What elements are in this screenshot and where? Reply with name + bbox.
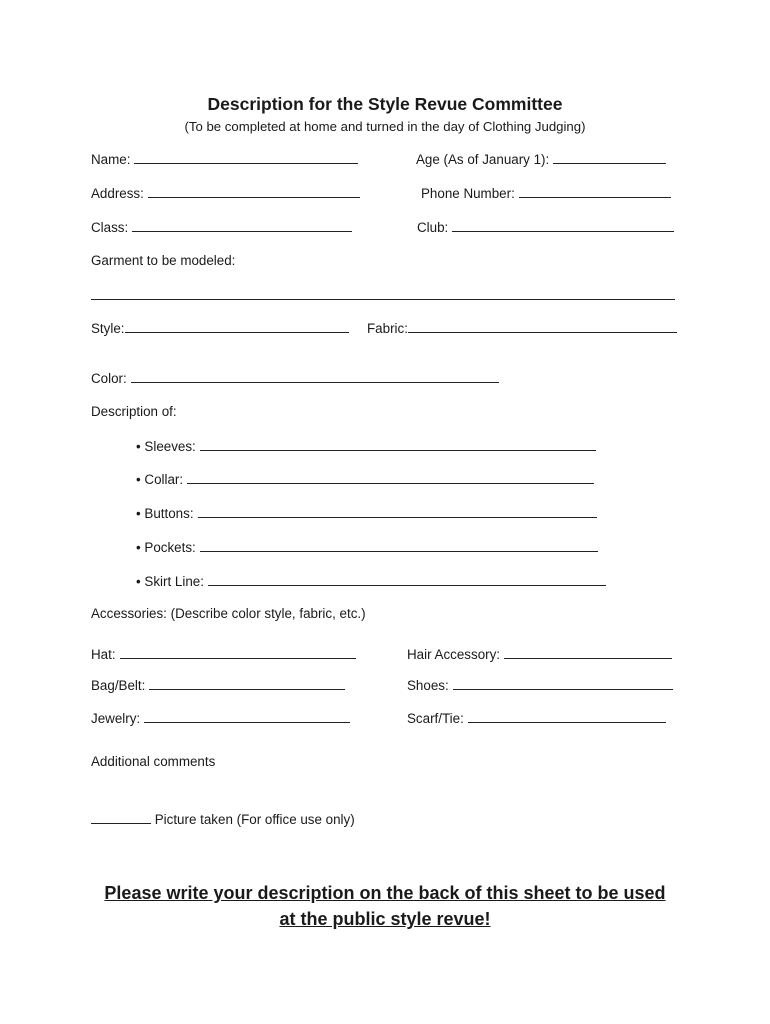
jewelry-field[interactable] — [144, 710, 350, 723]
hair-accessory-row — [407, 646, 672, 663]
page-subtitle: (To be completed at home and turned in the day of Clothing Judging) — [184, 119, 586, 134]
shoes-field[interactable] — [453, 677, 673, 690]
club-label: Club: — [417, 220, 449, 235]
note-line-2: at the public style revue! — [279, 909, 491, 929]
color-label: Color: — [91, 371, 127, 386]
phone-row — [421, 185, 671, 202]
address-row — [91, 185, 360, 202]
garment-label: Garment to be modeled: — [91, 253, 236, 268]
collar-row — [136, 471, 594, 488]
hair-accessory-field[interactable] — [504, 646, 672, 659]
age-row — [416, 151, 666, 168]
picture-taken-field[interactable] — [91, 811, 151, 824]
age-label: Age (As of January 1): — [416, 152, 550, 167]
additional-comments-label: Additional comments — [91, 754, 216, 769]
style-row — [91, 320, 349, 337]
hat-label: Hat: — [91, 647, 116, 662]
garment-field[interactable] — [91, 299, 675, 300]
bag-belt-row — [91, 677, 345, 694]
fabric-row — [367, 320, 677, 337]
buttons-label: • Buttons: — [136, 506, 194, 521]
hair-accessory-label: Hair Accessory: — [407, 647, 501, 662]
sleeves-row — [136, 438, 596, 455]
hat-field[interactable] — [120, 646, 356, 659]
scarf-tie-field[interactable] — [468, 710, 666, 723]
bag-belt-label: Bag/Belt: — [91, 678, 146, 693]
club-field[interactable] — [452, 219, 674, 232]
buttons-field[interactable] — [198, 505, 597, 518]
scarf-tie-label: Scarf/Tie: — [407, 711, 464, 726]
buttons-row — [136, 505, 597, 522]
fabric-field[interactable] — [408, 320, 677, 333]
phone-field[interactable] — [519, 185, 671, 198]
style-field[interactable] — [125, 320, 349, 333]
class-field[interactable] — [132, 219, 352, 232]
sleeves-label: • Sleeves: — [136, 439, 196, 454]
scarf-tie-row — [407, 710, 666, 727]
note-line-1: Please write your description on the back of this sheet to be used — [104, 883, 666, 903]
address-label: Address: — [91, 186, 144, 201]
page-title: Description for the Style Revue Committee — [207, 94, 563, 114]
back-of-sheet-note — [0, 880, 770, 932]
class-row — [91, 219, 352, 236]
bag-belt-field[interactable] — [149, 677, 345, 690]
sleeves-field[interactable] — [200, 438, 596, 451]
style-label: Style: — [91, 321, 125, 336]
skirt-line-field[interactable] — [208, 573, 606, 586]
age-field[interactable] — [553, 151, 666, 164]
hat-row — [91, 646, 356, 663]
fabric-label: Fabric: — [367, 321, 408, 336]
jewelry-row — [91, 710, 350, 727]
club-row — [417, 219, 674, 236]
name-field[interactable] — [134, 151, 358, 164]
color-row — [91, 370, 499, 387]
accessories-heading: Accessories: (Describe color style, fabric, etc.) — [91, 606, 366, 621]
name-label: Name: — [91, 152, 131, 167]
shoes-row — [407, 677, 673, 694]
color-field[interactable] — [131, 370, 499, 383]
pockets-field[interactable] — [200, 539, 598, 552]
phone-label: Phone Number: — [421, 186, 515, 201]
picture-taken-row — [91, 811, 355, 828]
name-row — [91, 151, 358, 168]
picture-taken-label: Picture taken (For office use only) — [154, 812, 355, 827]
pockets-row — [136, 539, 598, 556]
skirt-line-row — [136, 573, 606, 590]
class-label: Class: — [91, 220, 129, 235]
pockets-label: • Pockets: — [136, 540, 196, 555]
description-heading: Description of: — [91, 404, 177, 419]
skirt-line-label: • Skirt Line: — [136, 574, 204, 589]
address-field[interactable] — [148, 185, 360, 198]
jewelry-label: Jewelry: — [91, 711, 141, 726]
collar-field[interactable] — [187, 471, 594, 484]
collar-label: • Collar: — [136, 472, 184, 487]
shoes-label: Shoes: — [407, 678, 449, 693]
